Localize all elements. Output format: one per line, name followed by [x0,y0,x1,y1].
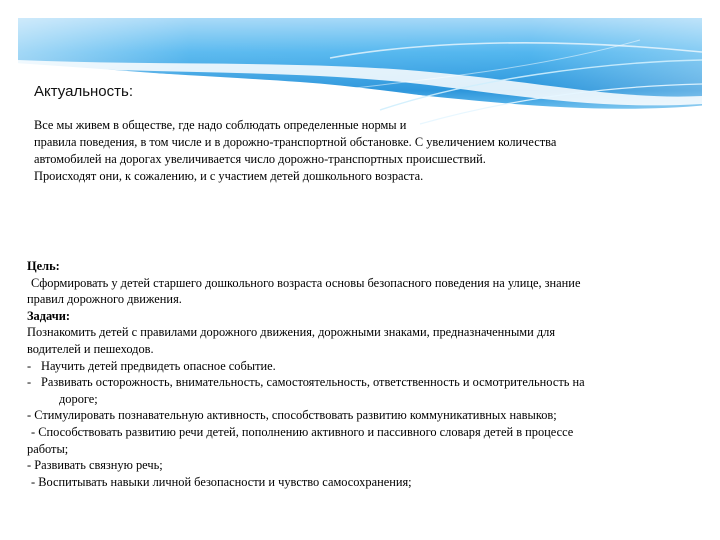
intro-line: Все мы живем в обществе, где надо соблюдать определенные нормы и [34,118,407,132]
tasks-label: Задачи: [27,308,70,323]
task-item: - Стимулировать познавательную активность, способствовать развитию коммуникативных навыков; [27,408,557,423]
task-item-text: Научить детей предвидеть опасное событие. [41,358,276,373]
intro-paragraph [34,117,684,185]
intro-line: автомобилей на дорогах увеличивается число дорожно-транспортных происшествий. [34,152,486,166]
task-item: - Развивать связную речь; [27,458,163,473]
task-item-continuation: работы; [27,441,69,456]
task-item [27,358,687,375]
task-dash: - [27,375,32,390]
task-item: - Способствовать развитию речи детей, пополнению активного и пассивного словаря детей в процессе [31,424,574,439]
tasks-intro-line: водителей и пешеходов. [27,341,154,356]
goals-and-tasks [27,258,687,490]
task-item-text: Развивать осторожность, внимательность, самостоятельность, ответственность и осмотрительность на [41,375,585,390]
tasks-intro-line: Познакомить детей с правилами дорожного движения, дорожными знаками, предназначенными для [27,325,556,340]
decorative-wave-banner [0,0,720,130]
task-item [27,374,687,391]
task-dash: - [27,358,32,373]
goal-text-line: Сформировать у детей старшего дошкольного возраста основы безопасного поведения на улице, знание [31,275,581,290]
goal-label: Цель: [27,259,60,273]
goal-text-line: правил дорожного движения. [27,292,182,307]
page-title: Актуальность: [34,83,133,100]
intro-line: Происходят они, к сожалению, и с участием детей дошкольного возраста. [34,169,424,183]
task-item-continuation: дороге; [59,391,98,406]
task-item: - Воспитывать навыки личной безопасности и чувство самосохранения; [31,474,412,489]
intro-line: правила поведения, в том числе и в дорожно-транспортной обстановке. С увеличением количества [34,135,557,149]
